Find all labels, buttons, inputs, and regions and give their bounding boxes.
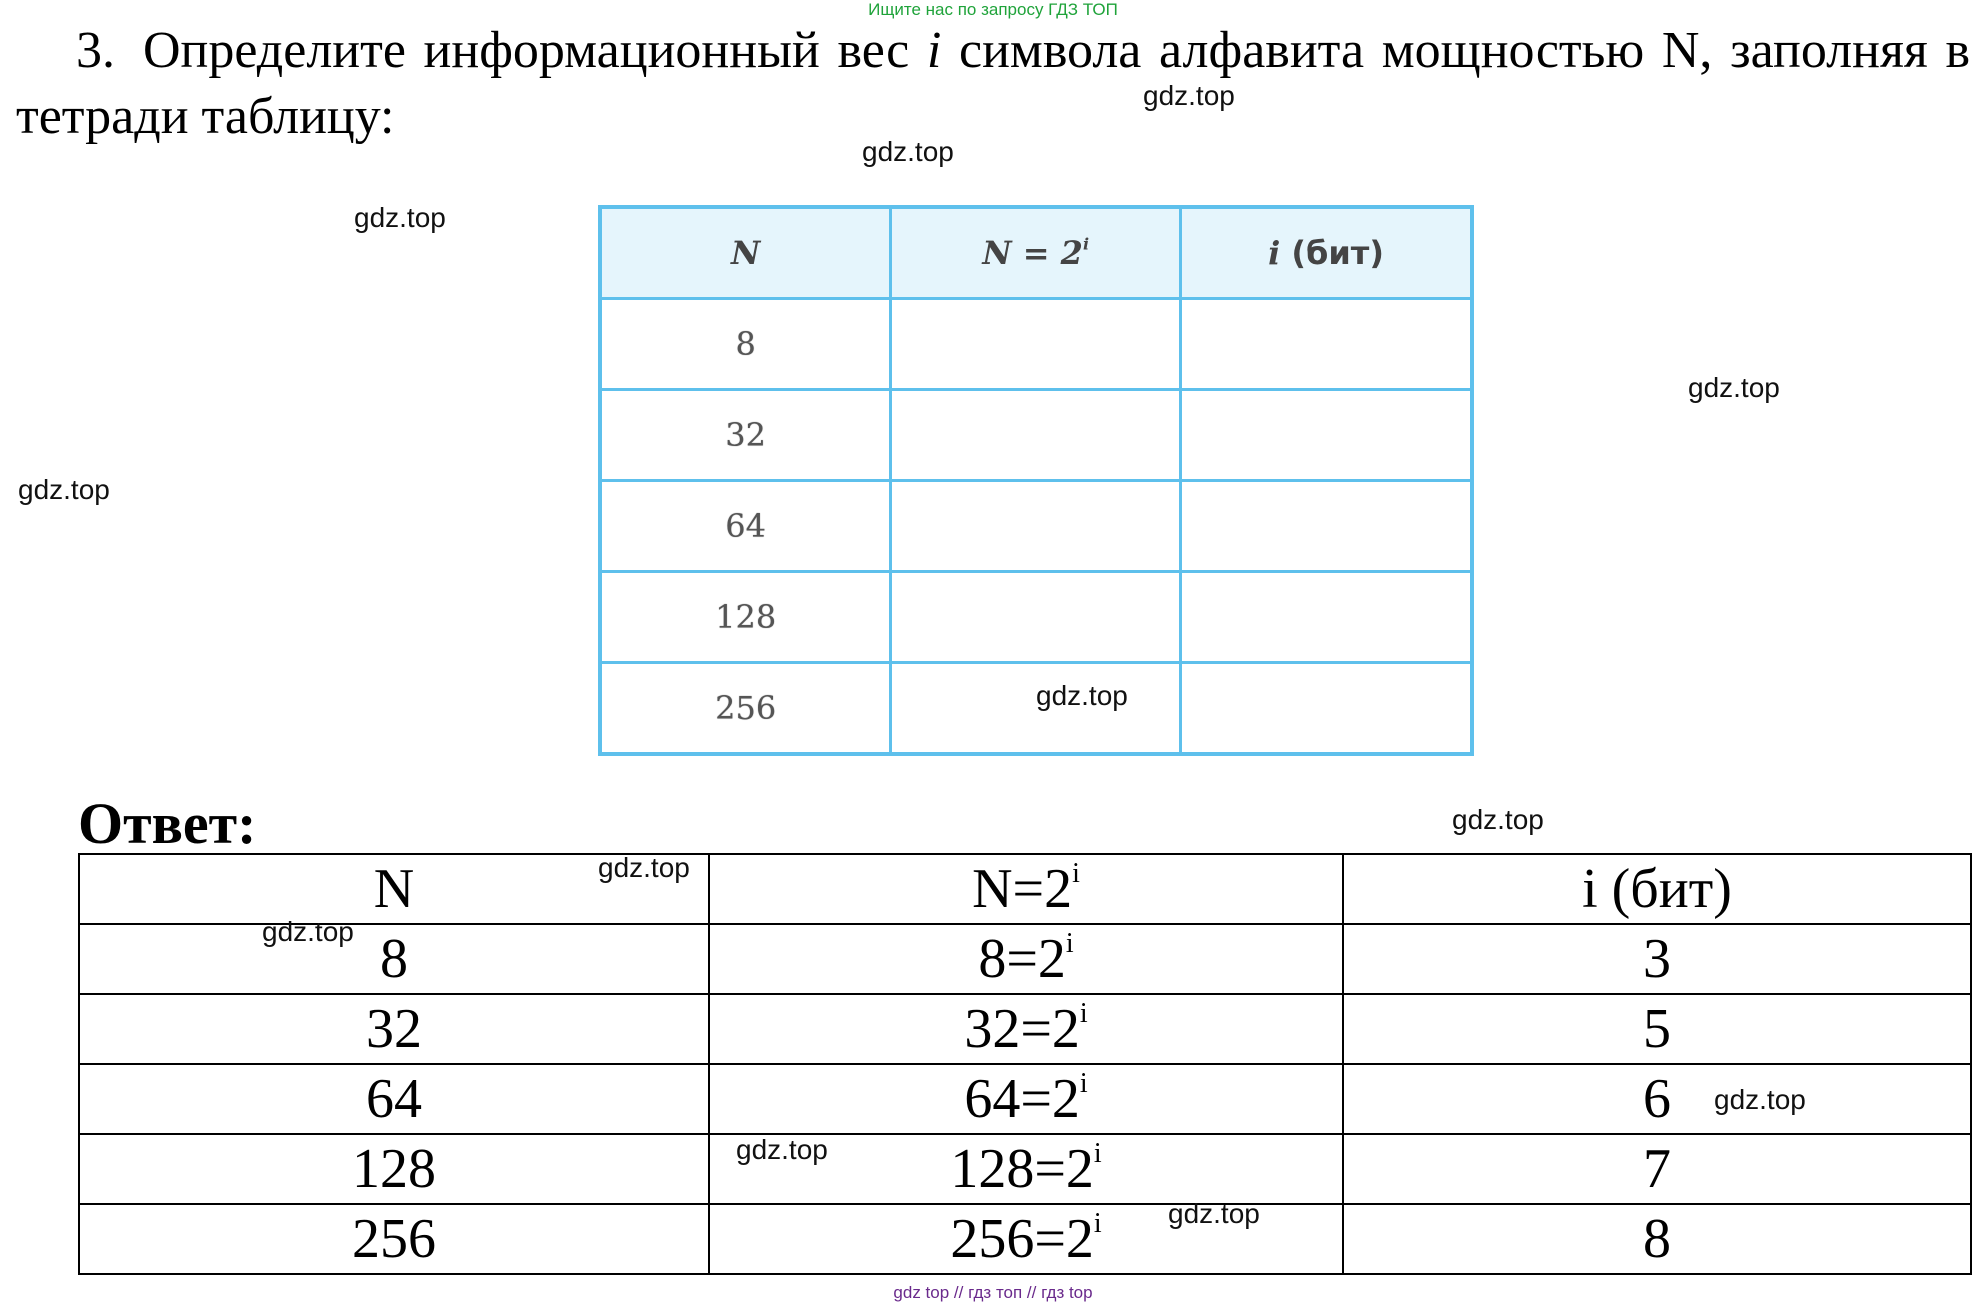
- cell-n: 256: [600, 663, 891, 755]
- task-text-start: Определите информационный вес: [143, 22, 910, 79]
- task-number: 3.: [76, 22, 115, 79]
- empty-cell: [1181, 390, 1472, 481]
- answer-bits: 3: [1343, 924, 1971, 994]
- answer-formula: $128=2^i$: [709, 1134, 1343, 1204]
- cell-n: 128: [600, 572, 891, 663]
- table-row: [79, 1204, 1971, 1274]
- answer-header-n: N: [79, 854, 709, 924]
- task-text-end: символа алфавита мощностью N, заполняя в тетради таблицу:: [16, 22, 1971, 145]
- answer-bits: 8: [1343, 1204, 1971, 1274]
- answer-n: 256: [79, 1204, 709, 1274]
- watermark: gdz.top: [1168, 1198, 1260, 1229]
- empty-cell: [1181, 481, 1472, 572]
- table-row: [79, 1134, 1971, 1204]
- answer-bits: 6: [1343, 1064, 1971, 1134]
- textbook-table: [598, 205, 1474, 756]
- answer-header-bits: i (бит): [1343, 854, 1971, 924]
- empty-cell: [891, 572, 1181, 663]
- table-row: [600, 390, 1472, 481]
- watermark: gdz.top: [1036, 680, 1128, 711]
- answer-table: [78, 853, 1972, 1275]
- watermark: gdz.top: [598, 852, 690, 883]
- answer-n: 8: [79, 924, 709, 994]
- watermark: gdz.top: [354, 202, 446, 233]
- answer-n: 32: [79, 994, 709, 1064]
- task-statement: [16, 18, 1970, 150]
- answer-label: Ответ:: [78, 791, 257, 856]
- answer-bits: 5: [1343, 994, 1971, 1064]
- table-row: [79, 924, 1971, 994]
- answer-formula: $256=2^i$: [709, 1204, 1343, 1274]
- header-bits: i (бит): [1181, 207, 1472, 299]
- watermark: gdz.top: [1688, 372, 1780, 403]
- table-row: [79, 994, 1971, 1064]
- table-row: [600, 481, 1472, 572]
- table-row: [600, 572, 1472, 663]
- empty-cell: [1181, 299, 1472, 390]
- empty-cell: [1181, 572, 1472, 663]
- answer-header-formula: $N=2^i$: [709, 854, 1343, 924]
- answer-formula: $8=2^i$: [709, 924, 1343, 994]
- header-n: N: [600, 207, 891, 299]
- watermark: gdz.top: [18, 474, 110, 505]
- table-row: [79, 1064, 1971, 1134]
- header-formula: $N = 2^i$: [891, 207, 1181, 299]
- watermark: gdz.top: [736, 1134, 828, 1165]
- top-banner: Ищите нас по запросу ГДЗ ТОП: [868, 0, 1118, 19]
- textbook-header-row: [600, 207, 1472, 299]
- empty-cell: [891, 481, 1181, 572]
- watermark: gdz.top: [862, 136, 954, 167]
- watermark: gdz.top: [1452, 804, 1544, 835]
- table-row: [600, 299, 1472, 390]
- answer-header-row: [79, 854, 1971, 924]
- empty-cell: [891, 299, 1181, 390]
- watermark: gdz.top: [262, 916, 354, 947]
- empty-cell: [891, 390, 1181, 481]
- empty-cell: [1181, 663, 1472, 755]
- answer-bits: 7: [1343, 1134, 1971, 1204]
- task-variable: i: [926, 22, 942, 79]
- footer: gdz top // гдз топ // гдз top: [893, 1283, 1093, 1302]
- answer-formula: $64=2^i$: [709, 1064, 1343, 1134]
- cell-n: 8: [600, 299, 891, 390]
- cell-n: 32: [600, 390, 891, 481]
- answer-n: 64: [79, 1064, 709, 1134]
- answer-formula: $32=2^i$: [709, 994, 1343, 1064]
- cell-n: 64: [600, 481, 891, 572]
- watermark: gdz.top: [1714, 1084, 1806, 1115]
- watermark: gdz.top: [1143, 80, 1235, 111]
- answer-n: 128: [79, 1134, 709, 1204]
